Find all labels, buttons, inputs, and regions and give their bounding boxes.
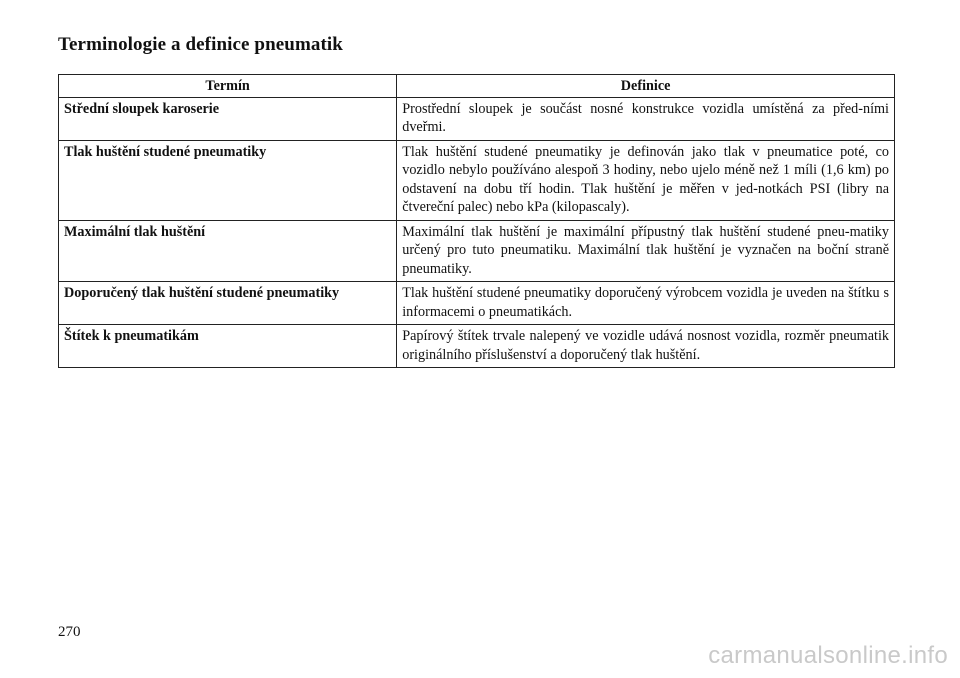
table-row [59, 140, 895, 220]
definition-cell: Papírový štítek trvale nalepený ve vozidle udává nosnost vozidla, rozměr pneumatik originálního příslušenství a doporučený tlak huštění. [397, 325, 895, 368]
term-cell: Štítek k pneumatikám [59, 325, 397, 368]
watermark-text: carmanualsonline.info [708, 642, 948, 669]
term-cell: Střední sloupek karoserie [59, 97, 397, 140]
term-cell: Tlak huštění studené pneumatiky [59, 140, 397, 220]
table-row [59, 220, 895, 282]
term-cell: Maximální tlak huštění [59, 220, 397, 282]
column-header-term: Termín [59, 75, 397, 98]
page-number: 270 [58, 624, 81, 640]
table-header-row [59, 75, 895, 98]
definition-cell: Maximální tlak huštění je maximální přípustný tlak huštění studené pneu-matiky určený pro tuto pneumatiku. Maximální tlak huštění je vyznačen na boční straně pneumatiky. [397, 220, 895, 282]
table-row [59, 282, 895, 325]
table-row [59, 97, 895, 140]
column-header-definition: Definice [397, 75, 895, 98]
definition-cell: Tlak huštění studené pneumatiky doporučený výrobcem vozidla je uveden na štítku s informacemi o pneumatikách. [397, 282, 895, 325]
definition-cell: Prostřední sloupek je součást nosné konstrukce vozidla umístěná za před-ními dveřmi. [397, 97, 895, 140]
definition-cell: Tlak huštění studené pneumatiky je definován jako tlak v pneumatice poté, co vozidlo nebylo používáno alespoň 3 hodiny, nebo ujelo méně než 1 míli (1,6 km) po odstavení na dobu tří hodin. Tlak huštění je měřen v jed-notkách PSI (libry na čtvereční palec) nebo kPa (kilopascaly). [397, 140, 895, 220]
table-row [59, 325, 895, 368]
term-cell: Doporučený tlak huštění studené pneumatiky [59, 282, 397, 325]
page-title: Terminologie a definice pneumatik [58, 34, 343, 55]
terminology-table [58, 74, 895, 368]
